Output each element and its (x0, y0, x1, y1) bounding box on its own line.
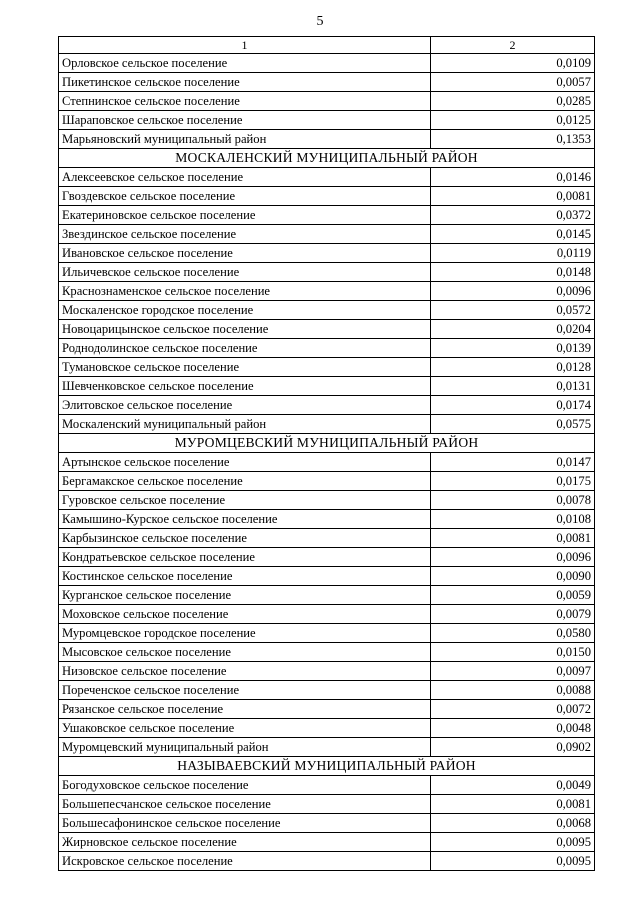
settlement-name-cell: Карбызинское сельское поселение (59, 529, 431, 548)
coefficient-value-cell: 0,0108 (431, 510, 595, 529)
table-row (59, 377, 595, 396)
table-row (59, 586, 595, 605)
settlement-name-cell: Мысовское сельское поселение (59, 643, 431, 662)
settlement-name-cell: Роднодолинское сельское поселение (59, 339, 431, 358)
settlement-name-cell: Москаленский муниципальный район (59, 415, 431, 434)
settlement-name-cell: Екатериновское сельское поселение (59, 206, 431, 225)
table-row (59, 567, 595, 586)
coefficient-value-cell: 0,0175 (431, 472, 595, 491)
settlement-name-cell: Москаленское городское поселение (59, 301, 431, 320)
coefficient-value-cell: 0,0150 (431, 643, 595, 662)
table-row (59, 263, 595, 282)
table-row (59, 852, 595, 871)
settlement-name-cell: Гвоздевское сельское поселение (59, 187, 431, 206)
coefficient-value-cell: 0,0285 (431, 92, 595, 111)
settlement-name-cell: Ильичевское сельское поселение (59, 263, 431, 282)
table-row (59, 282, 595, 301)
table-row (59, 73, 595, 92)
table-row (59, 339, 595, 358)
coefficient-value-cell: 0,0147 (431, 453, 595, 472)
table-row (59, 643, 595, 662)
coefficient-value-cell: 0,0148 (431, 263, 595, 282)
table-row (59, 111, 595, 130)
coefficient-value-cell: 0,0146 (431, 168, 595, 187)
coefficient-value-cell: 0,0088 (431, 681, 595, 700)
section-header-row (59, 757, 595, 776)
coefficient-value-cell: 0,0059 (431, 586, 595, 605)
coefficient-value-cell: 0,0109 (431, 54, 595, 73)
settlement-name-cell: Ушаковское сельское поселение (59, 719, 431, 738)
settlement-name-cell: Марьяновский муниципальный район (59, 130, 431, 149)
table-row (59, 472, 595, 491)
coefficient-value-cell: 0,0049 (431, 776, 595, 795)
coefficient-value-cell: 0,0575 (431, 415, 595, 434)
table-row (59, 187, 595, 206)
coefficient-value-cell: 0,0125 (431, 111, 595, 130)
coefficient-value-cell: 0,0095 (431, 852, 595, 871)
coefficient-value-cell: 0,0078 (431, 491, 595, 510)
coefficient-value-cell: 0,0145 (431, 225, 595, 244)
settlement-name-cell: Новоцарицынское сельское поселение (59, 320, 431, 339)
table-row (59, 681, 595, 700)
settlement-name-cell: Большесафонинское сельское поселение (59, 814, 431, 833)
table-row (59, 719, 595, 738)
settlement-name-cell: Кондратьевское сельское поселение (59, 548, 431, 567)
table-body (59, 37, 595, 871)
page-number: 5 (316, 14, 324, 29)
settlement-name-cell: Элитовское сельское поселение (59, 396, 431, 415)
settlement-name-cell: Моховское сельское поселение (59, 605, 431, 624)
settlement-name-cell: Степнинское сельское поселение (59, 92, 431, 111)
coefficient-value-cell: 0,0095 (431, 833, 595, 852)
settlement-name-cell: Шараповское сельское поселение (59, 111, 431, 130)
settlement-name-cell: Искровское сельское поселение (59, 852, 431, 871)
coefficient-value-cell: 0,0131 (431, 377, 595, 396)
coefficient-value-cell: 0,0372 (431, 206, 595, 225)
coefficient-value-cell: 0,0081 (431, 187, 595, 206)
table-row (59, 833, 595, 852)
coefficient-value-cell: 0,0090 (431, 567, 595, 586)
section-header-row (59, 434, 595, 453)
settlement-name-cell: Костинское сельское поселение (59, 567, 431, 586)
settlement-name-cell: Ивановское сельское поселение (59, 244, 431, 263)
coefficient-value-cell: 0,0096 (431, 282, 595, 301)
coefficient-value-cell: 0,0081 (431, 529, 595, 548)
table-row (59, 624, 595, 643)
section-title: МОСКАЛЕНСКИЙ МУНИЦИПАЛЬНЫЙ РАЙОН (59, 149, 595, 168)
coefficient-value-cell: 0,0174 (431, 396, 595, 415)
coefficient-value-cell: 0,0128 (431, 358, 595, 377)
coefficient-value-cell: 0,0139 (431, 339, 595, 358)
table-row (59, 491, 595, 510)
settlement-name-cell: Бергамакское сельское поселение (59, 472, 431, 491)
table-row (59, 548, 595, 567)
table-row (59, 453, 595, 472)
settlement-name-cell: Артынское сельское поселение (59, 453, 431, 472)
coefficient-value-cell: 0,0057 (431, 73, 595, 92)
coefficient-value-cell: 0,1353 (431, 130, 595, 149)
section-title: МУРОМЦЕВСКИЙ МУНИЦИПАЛЬНЫЙ РАЙОН (59, 434, 595, 453)
table-row (59, 130, 595, 149)
coefficient-value-cell: 0,0068 (431, 814, 595, 833)
table-row (59, 529, 595, 548)
section-header-row (59, 149, 595, 168)
settlement-name-cell: Жирновское сельское поселение (59, 833, 431, 852)
coefficient-value-cell: 0,0572 (431, 301, 595, 320)
settlement-name-cell: Муромцевский муниципальный район (59, 738, 431, 757)
settlement-name-cell: Богодуховское сельское поселение (59, 776, 431, 795)
settlement-name-cell: Орловское сельское поселение (59, 54, 431, 73)
settlement-name-cell: Курганское сельское поселение (59, 586, 431, 605)
data-table (58, 36, 595, 871)
coefficient-value-cell: 0,0580 (431, 624, 595, 643)
table-row (59, 510, 595, 529)
settlement-name-cell: Звездинское сельское поселение (59, 225, 431, 244)
table-row (59, 814, 595, 833)
column-header-2: 2 (431, 37, 595, 54)
settlement-name-cell: Камышино-Курское сельское поселение (59, 510, 431, 529)
settlement-name-cell: Гуровское сельское поселение (59, 491, 431, 510)
column-header-1: 1 (59, 37, 431, 54)
table-row (59, 244, 595, 263)
settlement-name-cell: Краснознаменское сельское поселение (59, 282, 431, 301)
coefficient-value-cell: 0,0081 (431, 795, 595, 814)
table-row (59, 396, 595, 415)
table-row (59, 662, 595, 681)
table-row (59, 795, 595, 814)
table-row (59, 206, 595, 225)
table-row (59, 320, 595, 339)
settlement-name-cell: Муромцевское городское поселение (59, 624, 431, 643)
coefficient-value-cell: 0,0072 (431, 700, 595, 719)
coefficient-value-cell: 0,0096 (431, 548, 595, 567)
table-row (59, 301, 595, 320)
coefficient-value-cell: 0,0097 (431, 662, 595, 681)
table-row (59, 92, 595, 111)
settlement-name-cell: Пикетинское сельское поселение (59, 73, 431, 92)
coefficient-value-cell: 0,0079 (431, 605, 595, 624)
table-row (59, 168, 595, 187)
table-row (59, 358, 595, 377)
settlement-name-cell: Шевченковское сельское поселение (59, 377, 431, 396)
settlement-name-cell: Пореченское сельское поселение (59, 681, 431, 700)
settlement-name-cell: Алексеевское сельское поселение (59, 168, 431, 187)
table-row (59, 415, 595, 434)
table-row (59, 605, 595, 624)
table-row (59, 776, 595, 795)
section-title: НАЗЫВАЕВСКИЙ МУНИЦИПАЛЬНЫЙ РАЙОН (59, 757, 595, 776)
settlement-name-cell: Тумановское сельское поселение (59, 358, 431, 377)
coefficient-value-cell: 0,0902 (431, 738, 595, 757)
settlement-name-cell: Большепесчанское сельское поселение (59, 795, 431, 814)
table-row (59, 225, 595, 244)
table-row (59, 738, 595, 757)
settlement-name-cell: Низовское сельское поселение (59, 662, 431, 681)
table-header-row (59, 37, 595, 54)
coefficient-value-cell: 0,0204 (431, 320, 595, 339)
settlement-name-cell: Рязанское сельское поселение (59, 700, 431, 719)
table-row (59, 700, 595, 719)
coefficient-value-cell: 0,0119 (431, 244, 595, 263)
table-row (59, 54, 595, 73)
coefficient-value-cell: 0,0048 (431, 719, 595, 738)
